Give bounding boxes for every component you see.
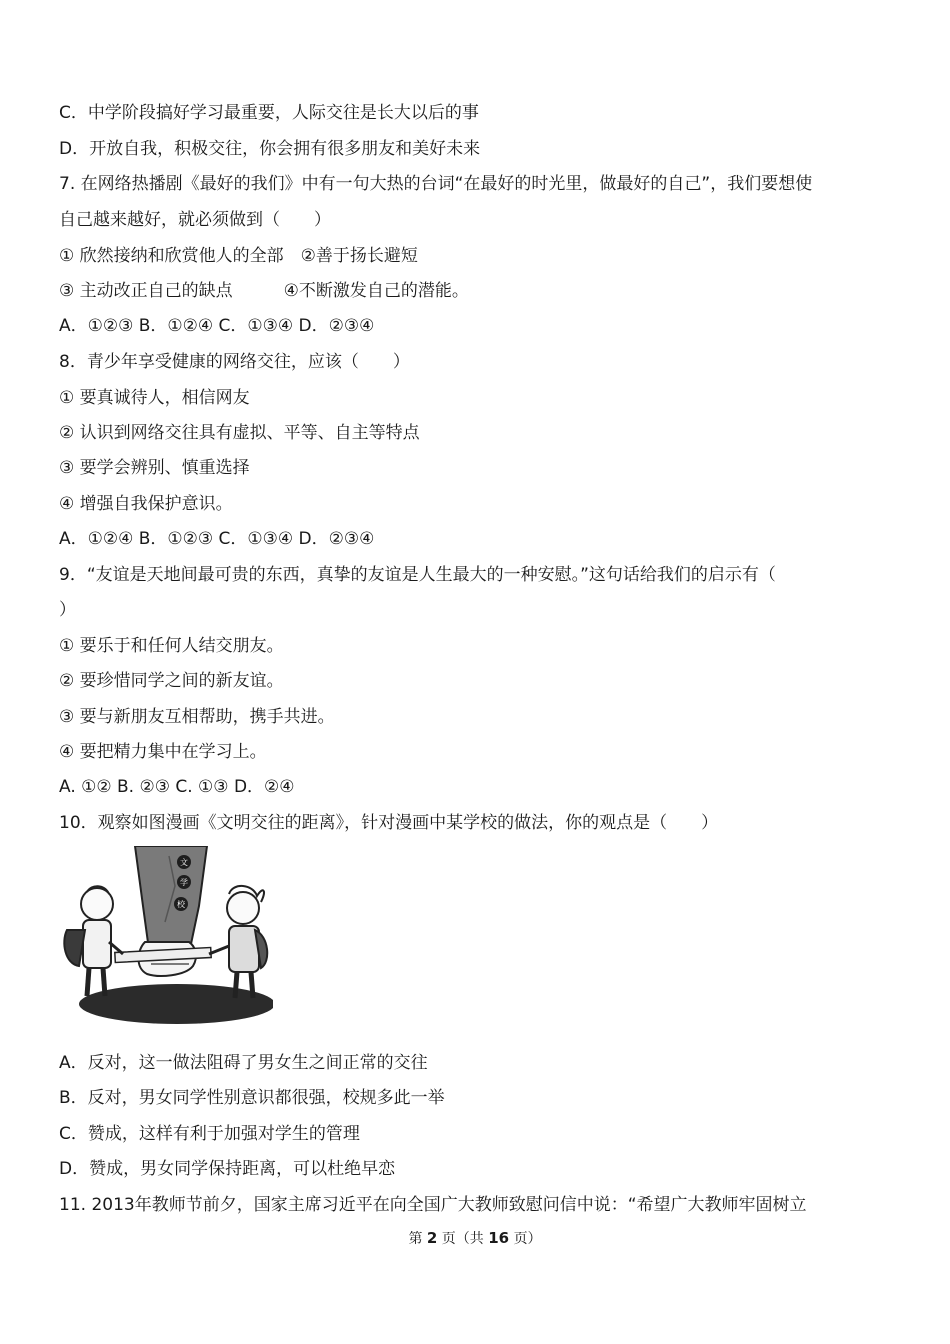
question-10-stem: 10．观察如图漫画《文明交往的距离》，针对漫画中某学校的做法，你的观点是（ ） [59, 813, 719, 833]
option-10b: B．反对，男女同学性别意识都很强，校规多此一举 [59, 1088, 445, 1108]
footer-prefix: 第 [408, 1231, 423, 1247]
question-9-item-1: ① 要乐于和任何人结交朋友。 [59, 636, 284, 656]
question-9-item-2: ② 要珍惜同学之间的新友谊。 [59, 671, 284, 691]
cartoon-illustration [57, 846, 273, 1026]
boy-figure [64, 886, 123, 996]
question-7-line-1: 7. 在网络热播剧《最好的我们》中有一句大热的台词“在最好的时光里，做最好的自己”，我们要想使 [59, 174, 813, 194]
question-9-options: A. ①② B. ②③ C. ①③ D．②④ [59, 777, 295, 797]
option-10c: C．赞成，这样有利于加强对学生的管理 [59, 1124, 360, 1144]
question-8-options: A．①②④ B．①②③ C．①③④ D．②③④ [59, 529, 375, 549]
girl-figure [209, 886, 267, 998]
footer-suffix: 页） [513, 1231, 542, 1247]
question-7-item-2: ③ 主动改正自己的缺点 ④不断激发自己的潜能。 [59, 281, 469, 301]
question-7-options: A．①②③ B．①②④ C．①③④ D．②③④ [59, 316, 375, 336]
question-8-stem: 8．青少年享受健康的网络交往，应该（ ） [59, 352, 410, 372]
question-11-stem: 11. 2013年教师节前夕，国家主席习近平在向全国广大教师致慰问信中说：“希望广大教师牢固树立 [59, 1195, 807, 1215]
option-6d: D．开放自我，积极交往，你会拥有很多朋友和美好未来 [59, 139, 481, 159]
question-8-item-2: ② 认识到网络交往具有虚拟、平等、自主等特点 [59, 423, 420, 443]
footer-page-number: 2 [426, 1229, 438, 1247]
page-footer [0, 1228, 950, 1249]
footer-middle: 页（共 [441, 1231, 484, 1247]
question-8-item-4: ④ 增强自我保护意识。 [59, 494, 233, 514]
option-10d: D．赞成，男女同学保持距离，可以杜绝早恋 [59, 1159, 396, 1179]
sleeve-char-3: 校 [177, 900, 185, 909]
ruler [115, 947, 211, 962]
sleeve-char-2: 学 [180, 878, 188, 887]
question-7-line-2: 自己越来越好，就必须做到（ ） [59, 210, 331, 230]
sleeve-char-1: 文 [180, 858, 188, 867]
question-9-stem: 9．“友谊是天地间最可贵的东西，真挚的友谊是人生最大的一种安慰。”这句话给我们的启示有（ [59, 565, 776, 585]
question-7-item-1: ① 欣然接纳和欣赏他人的全部 ②善于扬长避短 [59, 246, 418, 266]
question-9-stem-cont: ） [59, 600, 76, 620]
question-9-item-4: ④ 要把精力集中在学习上。 [59, 742, 267, 762]
option-6c: C．中学阶段搞好学习最重要，人际交往是长大以后的事 [59, 103, 479, 123]
question-8-item-1: ① 要真诚待人，相信网友 [59, 388, 250, 408]
footer-total-pages: 16 [488, 1229, 510, 1247]
question-8-item-3: ③ 要学会辨别、慎重选择 [59, 458, 250, 478]
ground-shadow [79, 984, 273, 1024]
option-10a: A．反对，这一做法阻碍了男女生之间正常的交往 [59, 1053, 428, 1073]
question-9-item-3: ③ 要与新朋友互相帮助，携手共进。 [59, 707, 335, 727]
